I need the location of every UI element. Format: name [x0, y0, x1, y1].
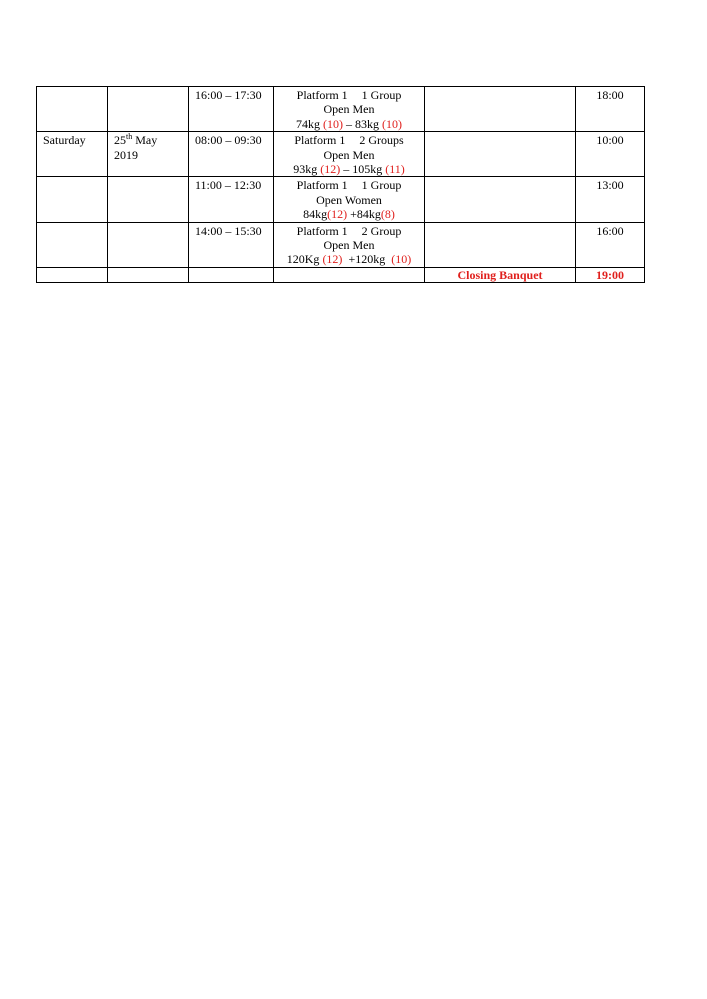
athlete-count: (10) [382, 116, 402, 131]
session-time-cell: 08:00 – 09:30 [189, 132, 274, 177]
day-cell: Saturday [37, 132, 108, 177]
day-cell [37, 177, 108, 222]
group-count: 2 Group [361, 223, 402, 238]
date-day-month [114, 133, 182, 147]
category-label: Open Men [323, 147, 375, 162]
category-label: Open Women [316, 192, 382, 207]
platform-label: Platform 1 [296, 178, 348, 193]
weight-class: – 105kg [340, 162, 386, 177]
date-day-number: 25 [114, 133, 126, 148]
category-label: Open Men [323, 102, 375, 117]
schedule-body [37, 87, 645, 283]
table-row [37, 222, 645, 267]
date-cell [108, 177, 189, 222]
empty-cell [37, 267, 108, 282]
athlete-count: (8) [380, 207, 395, 222]
closing-banquet-time: 19:00 [576, 267, 645, 282]
platform-line [280, 133, 418, 147]
date-cell [108, 222, 189, 267]
date-month: May [132, 133, 158, 148]
athlete-count: (12) [322, 252, 343, 267]
weight-class: +120kg [342, 252, 392, 267]
day-cell [37, 87, 108, 132]
weight-class: 93kg [293, 162, 321, 177]
weight-classes [280, 117, 418, 131]
closing-banquet-label: Closing Banquet [425, 267, 576, 282]
empty-cell [189, 267, 274, 282]
group-count: 1 Group [361, 178, 402, 193]
end-time-cell: 16:00 [576, 222, 645, 267]
date-cell [108, 87, 189, 132]
weight-class: 74kg [296, 116, 323, 131]
session-details-cell [274, 87, 425, 132]
table-row [37, 132, 645, 177]
weight-class: – 83kg [343, 116, 382, 131]
platform-line [280, 178, 418, 192]
day-cell [37, 222, 108, 267]
table-row [37, 177, 645, 222]
session-details-cell [274, 222, 425, 267]
session-details-cell [274, 177, 425, 222]
athlete-count: (10) [323, 116, 343, 131]
platform-label: Platform 1 [294, 133, 346, 148]
session-time-cell: 11:00 – 12:30 [189, 177, 274, 222]
athlete-count: (12) [320, 162, 341, 177]
platform-line [280, 88, 418, 102]
date-cell [108, 132, 189, 177]
weight-classes [280, 252, 418, 266]
empty-cell [274, 267, 425, 282]
group-count: 1 Group [361, 88, 402, 102]
weight-class: 84kg [303, 207, 328, 222]
end-time-cell: 10:00 [576, 132, 645, 177]
platform-label: Platform 1 [296, 223, 348, 238]
date-ordinal-suffix: th [126, 132, 133, 142]
athlete-count: (12) [327, 207, 348, 222]
empty-cell [108, 267, 189, 282]
weight-class: +84kg [347, 207, 381, 222]
event-cell [425, 132, 576, 177]
event-cell [425, 222, 576, 267]
event-cell [425, 87, 576, 132]
closing-banquet-row [37, 267, 645, 282]
weight-classes [280, 207, 418, 221]
end-time-cell: 18:00 [576, 87, 645, 132]
session-details-cell [274, 132, 425, 177]
group-count: 2 Groups [359, 133, 404, 148]
session-time-cell: 14:00 – 15:30 [189, 222, 274, 267]
weight-class: 120Kg [286, 252, 323, 267]
event-cell [425, 177, 576, 222]
table-row [37, 87, 645, 132]
platform-label: Platform 1 [296, 88, 348, 102]
end-time-cell: 13:00 [576, 177, 645, 222]
date-year: 2019 [114, 147, 138, 162]
athlete-count: (10) [391, 252, 412, 267]
platform-line [280, 224, 418, 238]
athlete-count: (11) [385, 162, 405, 177]
session-time-cell: 16:00 – 17:30 [189, 87, 274, 132]
weight-classes [280, 162, 418, 176]
schedule-table [36, 86, 645, 283]
category-label: Open Men [323, 238, 375, 253]
